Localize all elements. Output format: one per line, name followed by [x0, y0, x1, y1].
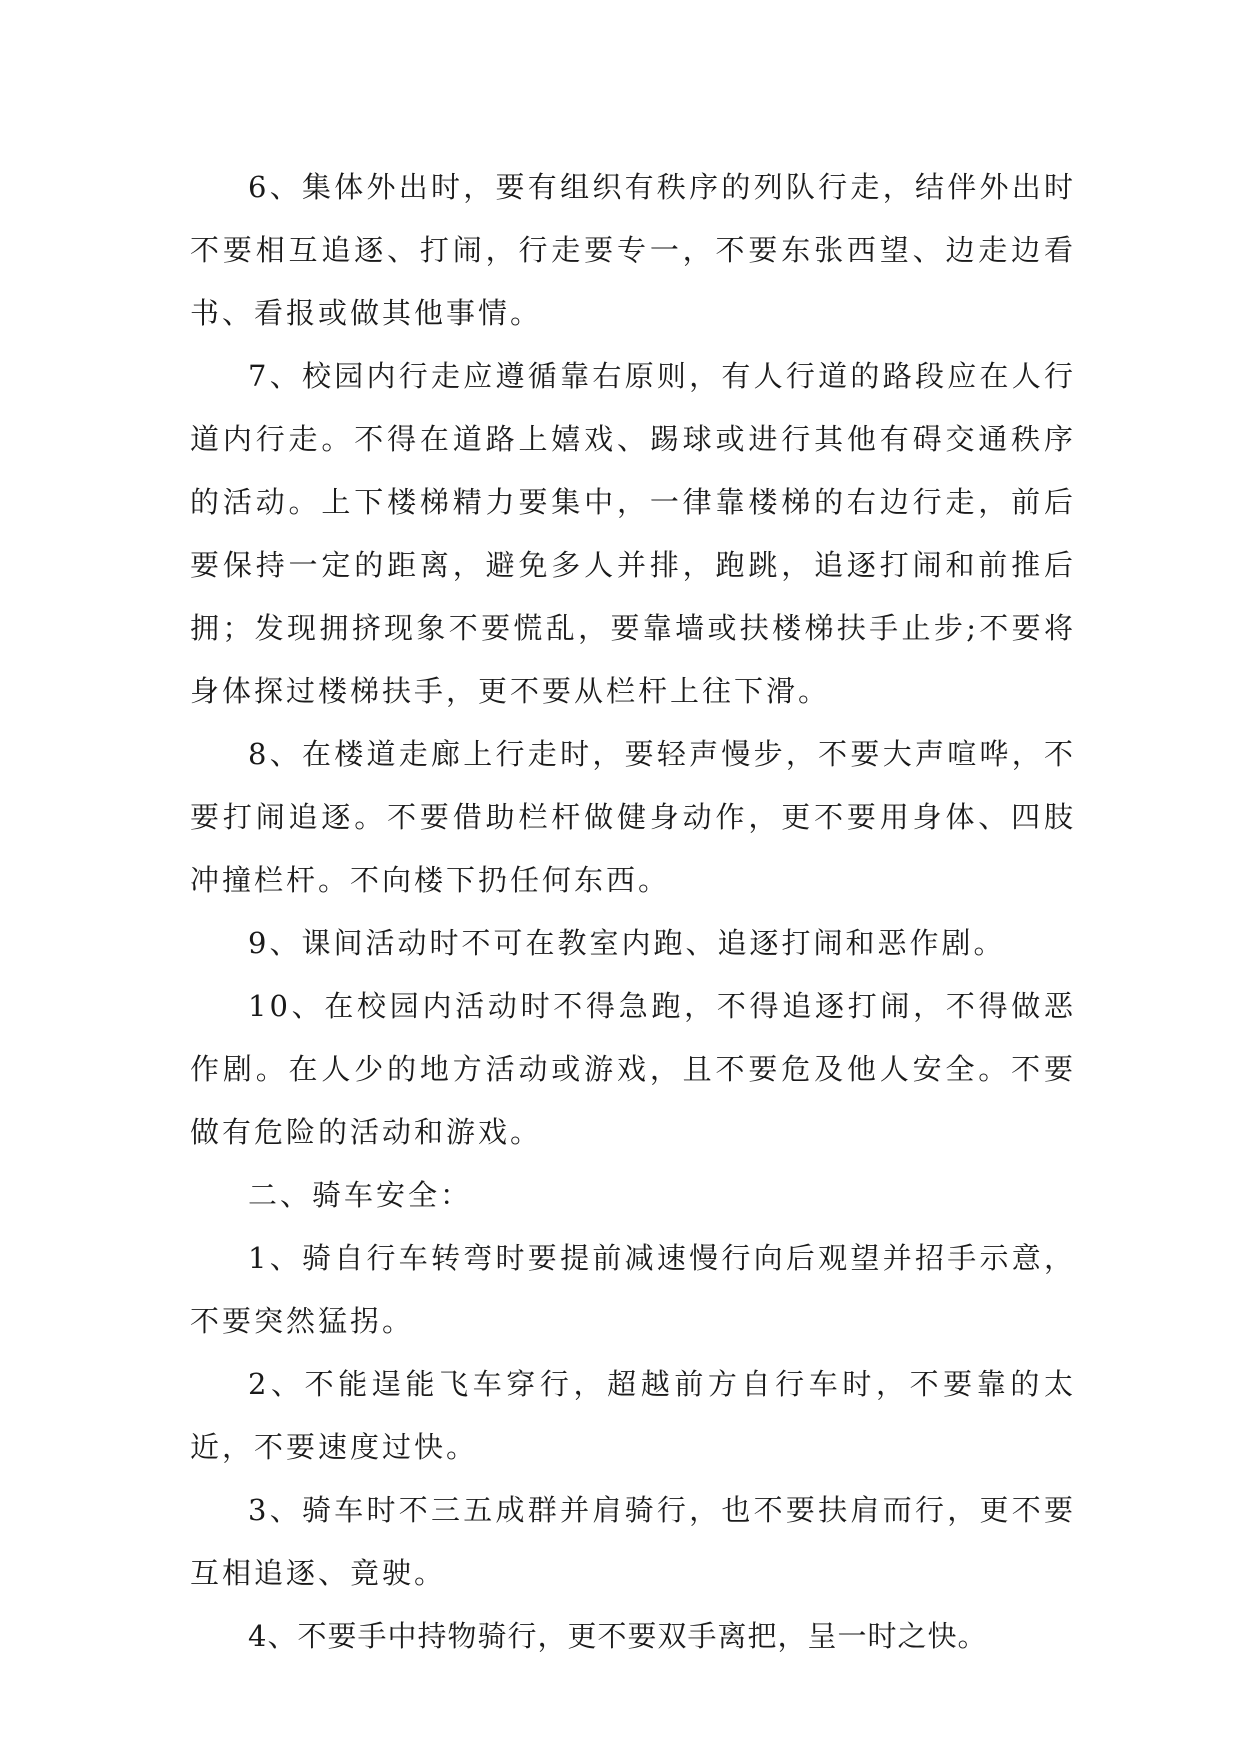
paragraph-cycling-rule-3: 3、骑车时不三五成群并肩骑行，也不要扶肩而行，更不要互相追逐、竟驶。 — [190, 1493, 1076, 1590]
paragraph-rule-7: 7、校园内行走应遵循靠右原则，有人行道的路段应在人行道内行走。不得在道路上嬉戏、踢球或进行其他有碍交通秩序的活动。上下楼梯精力要集中，一律靠楼梯的右边行走，前后要保持一定的距离，避免多人并排，跑跳，追逐打闹和前推后拥；发现拥挤现象不要慌乱，要靠墙或扶楼梯扶手止步;不要将身体探过楼梯扶手，更不要从栏杆上往下滑。 — [190, 359, 1076, 708]
paragraph-rule-9: 9、课间活动时不可在教室内跑、追逐打闹和恶作剧。 — [248, 926, 1006, 960]
section-heading-cycling-safety: 二、骑车安全： — [248, 1178, 473, 1212]
paragraph-cycling-rule-1: 1、骑自行车转弯时要提前减速慢行向后观望并招手示意，不要突然猛拐。 — [190, 1241, 1076, 1338]
paragraph-cycling-rule-4: 4、不要手中持物骑行，更不要双手离把，呈一时之快。 — [248, 1619, 988, 1653]
paragraph-rule-8: 8、在楼道走廊上行走时，要轻声慢步，不要大声喧哗，不要打闹追逐。不要借助栏杆做健身动作，更不要用身体、四肢冲撞栏杆。不向楼下扔任何东西。 — [190, 737, 1076, 897]
paragraph-rule-10: 10、在校园内活动时不得急跑，不得追逐打闹，不得做恶作剧。在人少的地方活动或游戏，且不要危及他人安全。不要做有危险的活动和游戏。 — [190, 989, 1076, 1149]
paragraph-cycling-rule-2: 2、不能逞能飞车穿行，超越前方自行车时，不要靠的太近，不要速度过快。 — [190, 1367, 1076, 1464]
document-body — [190, 156, 1076, 1668]
paragraph-rule-6: 6、集体外出时，要有组织有秩序的列队行走，结伴外出时不要相互追逐、打闹，行走要专一，不要东张西望、边走边看书、看报或做其他事情。 — [190, 170, 1076, 330]
